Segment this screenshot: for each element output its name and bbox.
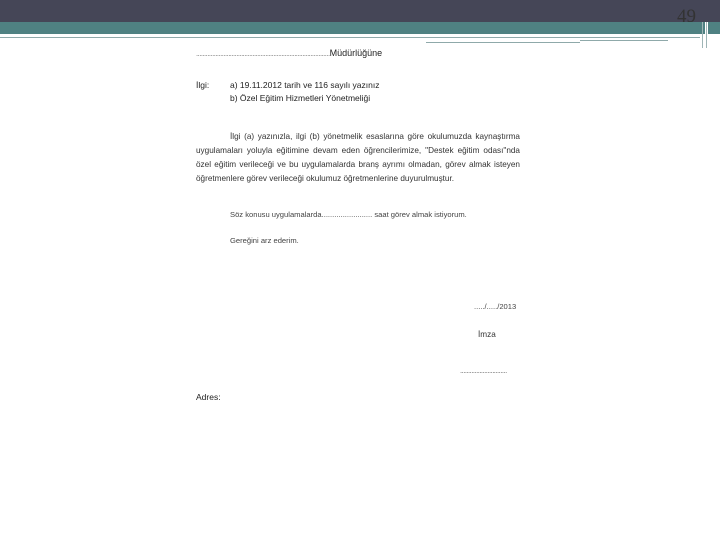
signature-label: İmza: [478, 330, 496, 339]
header-rule-short: [426, 42, 580, 43]
header-divider-2: [706, 22, 707, 48]
date-field: ...../...../2013: [474, 302, 517, 311]
slide-accent-bar-right: [708, 22, 720, 34]
reference-label: İlgi:: [196, 80, 210, 90]
addressee-blank: ...................................................................................: [196, 49, 330, 58]
header-rule: [0, 37, 700, 38]
scanned-document: [196, 46, 531, 406]
reference-a: a) 19.11.2012 tarih ve 116 sayılı yazınız: [230, 80, 380, 90]
addressee-office: Müdürlüğüne: [329, 48, 383, 58]
header-divider: [702, 22, 703, 48]
slide-top-bar: [0, 0, 720, 22]
addressee-line: [196, 48, 382, 58]
name-blank: .............................: [460, 366, 507, 375]
letter-body: İlgi (a) yazınızla, ilgi (b) yönetmelik esaslarına göre okulumuzda kaynaştırma uygulamaları yoluyla eğitimine devam eden öğrencilerimize, "Destek eğitim odası"nda özel eğitim verileceği ve bu uygulamalarda branş ayrımı olmadan, görev almak isteyen öğretmenlere görev verileceği okulumuz öğretmenlerine duyurulmuştur.: [196, 132, 520, 183]
slide-number: 49: [677, 6, 696, 27]
closing-line: Gereğini arz ederim.: [230, 236, 299, 245]
address-label: Adres:: [196, 392, 221, 402]
slide-accent-bar: [0, 22, 705, 34]
request-line: Söz konusu uygulamalarda........................ saat görev almak istiyorum.: [230, 210, 467, 219]
header-rule-short-right: [580, 40, 668, 41]
reference-b: b) Özel Eğitim Hizmetleri Yönetmeliği: [230, 93, 371, 103]
